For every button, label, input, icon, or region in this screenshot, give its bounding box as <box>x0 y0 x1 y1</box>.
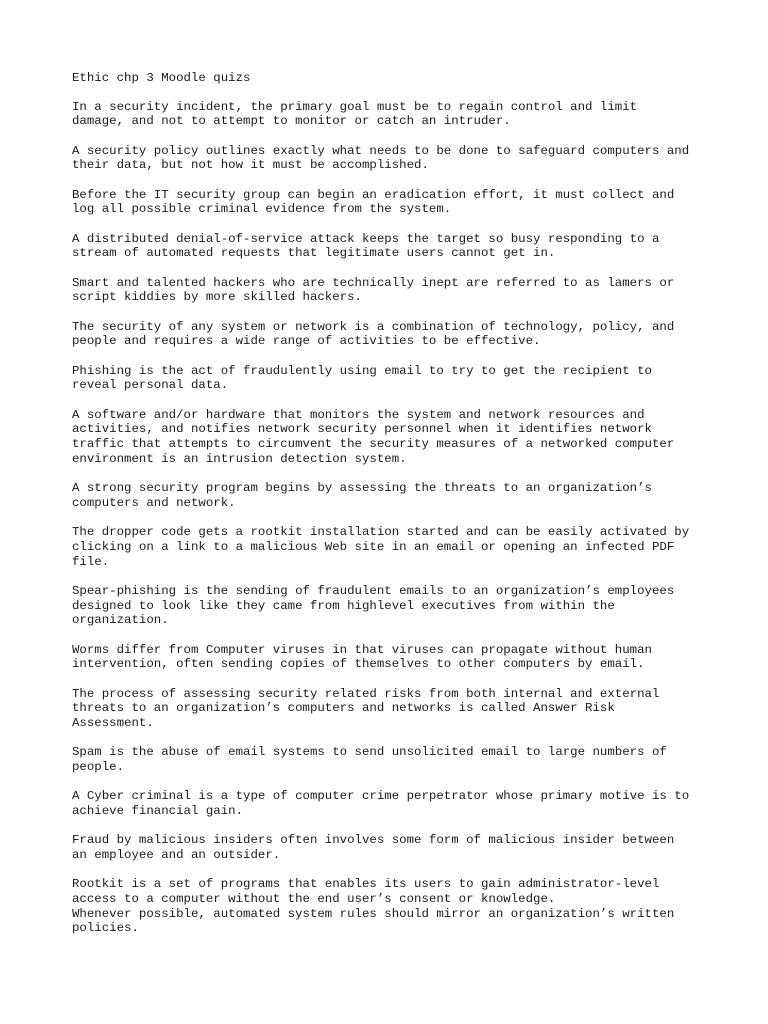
paragraph: Whenever possible, automated system rules should mirror an organization’s written policies. <box>72 906 675 936</box>
paragraph: A Cyber criminal is a type of computer crime perpetrator whose primary motive is to achieve financial gain. <box>72 789 690 818</box>
paragraph: A distributed denial-of-service attack keeps the target so busy responding to a stream of automated requests that legitimate users cannot get in. <box>72 231 660 261</box>
paragraph: Smart and talented hackers who are technically inept are referred to as lamers or script kiddies by more skilled hackers. <box>72 275 675 305</box>
paragraph: Phishing is the act of fraudulently using email to try to get the recipient to reveal personal data. <box>72 363 652 393</box>
document-page <box>72 71 712 951</box>
paragraph: In a security incident, the primary goal must be to regain control and limit damage, and not to attempt to monitor or catch an intruder. <box>72 99 638 129</box>
paragraph: Worms differ from Computer viruses in that viruses can propagate without human intervention, often sending copies of themselves to other computers by email. <box>72 642 652 672</box>
paragraph: Spear-phishing is the sending of fraudulent emails to an organization’s employees designed to look like they came from highlevel executives from within the organization. <box>72 583 675 628</box>
paragraph: Fraud by malicious insiders often involves some form of malicious insider between an employee and an outsider. <box>72 833 675 862</box>
paragraph: A software and/or hardware that monitors the system and network resources and activities, and notifies network security personnel when it identifies network traffic that attempts to circumvent the security measures of a networked computer environment is an intrusion detection system. <box>72 407 675 466</box>
document-title: Ethic chp 3 Moodle quizs <box>72 71 251 85</box>
paragraph: The process of assessing security related risks from both internal and external threats to an organization’s computers and networks is called Answer Risk Assessment. <box>72 686 660 730</box>
paragraph: A security policy outlines exactly what needs to be done to safeguard computers and their data, but not how it must be accomplished. <box>72 143 690 173</box>
paragraph: Rootkit is a set of programs that enables its users to gain administrator-level access to a computer without the end user’s consent or knowledge. <box>72 877 660 906</box>
paragraph: Spam is the abuse of email systems to send unsolicited email to large numbers of people. <box>72 745 667 774</box>
paragraph: A strong security program begins by assessing the threats to an organization’s computers and network. <box>72 481 652 510</box>
paragraph: Before the IT security group can begin an eradication effort, it must collect and log all possible criminal evidence from the system. <box>72 187 675 217</box>
paragraph: The security of any system or network is a combination of technology, policy, and people and requires a wide range of activities to be effective. <box>72 319 675 349</box>
paragraph: The dropper code gets a rootkit installation started and can be easily activated by clicking on a link to a malicious Web site in an email or opening an infected PDF file. <box>72 525 690 569</box>
